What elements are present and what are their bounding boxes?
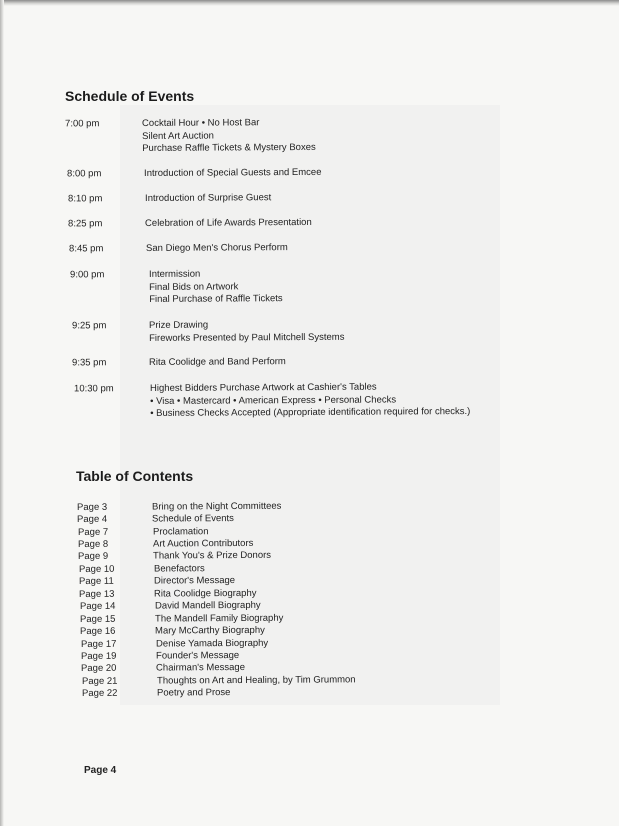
event-line: Final Bids on Artwork [149, 280, 239, 293]
toc-page: Page 15 [80, 613, 116, 625]
event-line: Celebration of Life Awards Presentation [145, 216, 312, 229]
event-description [146, 242, 288, 255]
event-description [145, 217, 312, 231]
toc-page: Page 8 [78, 538, 109, 550]
toc-page: Page 7 [78, 526, 109, 538]
toc-entry-title: Chairman's Message [156, 661, 246, 674]
event-time: 9:00 pm [70, 269, 105, 281]
event-description [149, 319, 344, 345]
event-line: • Visa • Mastercard • American Express • Personal Checks [150, 393, 397, 407]
event-line: Intermission [149, 268, 201, 280]
toc-page: Page 13 [79, 588, 115, 600]
event-description [144, 167, 322, 181]
toc-page: Page 20 [81, 662, 117, 674]
event-description [149, 356, 286, 369]
toc-page: Page 11 [79, 575, 114, 587]
event-line: Cocktail Hour • No Host Bar [142, 117, 260, 129]
event-line: Introduction of Special Guests and Emcee [144, 166, 322, 179]
toc-page: Page 21 [82, 675, 118, 687]
event-line: Highest Bidders Purchase Artwork at Cashier's Tables [150, 381, 377, 394]
toc-entry-title: Mary McCarthy Biography [155, 624, 265, 637]
event-line: Prize Drawing [149, 319, 209, 331]
schedule-title: Schedule of Events [65, 88, 195, 104]
event-line: Purchase Raffle Tickets & Mystery Boxes [142, 141, 316, 154]
event-time: 7:00 pm [65, 118, 100, 130]
toc-entry-title: Thoughts on Art and Healing, by Tim Grummon [157, 674, 356, 687]
page-top-edge [0, 0, 619, 6]
toc-entry-title: Bring on the Night Committees [152, 500, 282, 513]
page-left-edge [0, 0, 4, 826]
event-description [142, 117, 316, 156]
event-description [145, 192, 271, 205]
page-number: Page 4 [84, 765, 117, 776]
toc-page: Page 3 [77, 501, 108, 513]
event-line: San Diego Men's Chorus Perform [146, 242, 288, 254]
toc-entry-title: Poetry and Prose [157, 687, 231, 699]
event-description [149, 268, 283, 306]
toc-entry-title: Denise Yamada Biography [156, 637, 269, 650]
toc-entry-title: Proclamation [153, 526, 209, 538]
toc-entry-title: Schedule of Events [152, 513, 234, 525]
toc-entry-title: Benefactors [154, 563, 205, 575]
toc-page: Page 4 [77, 513, 108, 525]
toc-page: Page 19 [81, 650, 117, 662]
event-line: Rita Coolidge and Band Perform [149, 356, 286, 368]
event-time: 9:25 pm [72, 320, 107, 332]
toc-page: Page 9 [78, 550, 109, 562]
toc-entry-title: Art Auction Contributors [153, 537, 254, 550]
event-time: 8:25 pm [68, 218, 103, 230]
event-line: Silent Art Auction [142, 130, 214, 142]
toc-page: Page 16 [80, 625, 116, 637]
toc-entry-title: David Mandell Biography [155, 599, 261, 612]
toc-entry-title: Rita Coolidge Biography [154, 587, 257, 600]
event-line: • Business Checks Accepted (Appropriate identification required for checks.) [150, 406, 471, 419]
toc-page: Page 10 [79, 563, 115, 575]
event-line: Final Purchase of Raffle Tickets [149, 293, 283, 305]
toc-entry-title: Founder's Message [156, 650, 240, 662]
event-time: 9:35 pm [72, 357, 107, 369]
toc-entry-title: Thank You's & Prize Donors [153, 549, 272, 562]
event-time: 8:45 pm [69, 243, 104, 255]
toc-page: Page 14 [80, 600, 116, 612]
toc-entry-title: Director's Message [154, 575, 236, 587]
event-time: 10:30 pm [74, 383, 114, 395]
toc-entry-title: The Mandell Family Biography [155, 612, 284, 625]
event-time: 8:10 pm [68, 193, 103, 205]
event-line: Fireworks Presented by Paul Mitchell Systems [149, 331, 345, 344]
event-line: Introduction of Surprise Guest [145, 192, 272, 204]
toc-page: Page 22 [82, 687, 118, 699]
event-time: 8:00 pm [67, 168, 102, 180]
toc-title: Table of Contents [76, 468, 194, 484]
event-description [150, 381, 470, 420]
toc-page: Page 17 [81, 638, 117, 650]
